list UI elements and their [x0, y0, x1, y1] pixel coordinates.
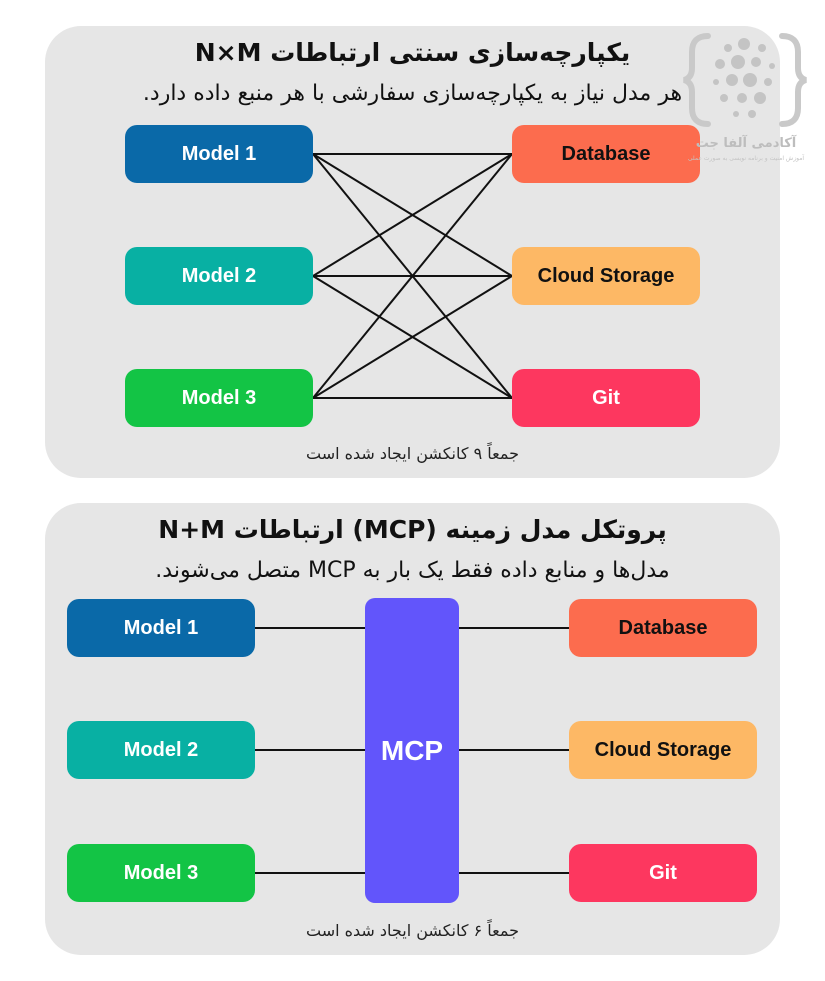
mcp-model-1: Model 1 — [67, 599, 255, 657]
nxm-footer: جمعاً ۹ کانکشن ایجاد شده است — [306, 444, 519, 463]
nxm-model-1: Model 1 — [125, 125, 313, 183]
academy-tagline: آموزش امنیت و برنامه نویسی به صورت عملی — [687, 155, 805, 162]
mcp-model-2: Model 2 — [67, 721, 255, 779]
nxm-cloud-storage: Cloud Storage — [512, 247, 700, 305]
nxm-database: Database — [512, 125, 700, 183]
mcp-hub: MCP — [365, 598, 459, 903]
academy-name: آکادمی آلفا جت — [695, 136, 797, 151]
mcp-cloud-storage: Cloud Storage — [569, 721, 757, 779]
mcp-git: Git — [569, 844, 757, 902]
mcp-footer: جمعاً ۶ کانکشن ایجاد شده است — [306, 921, 519, 940]
nxm-subtitle: هر مدل نیاز به یکپارچه‌سازی سفارشی با هر منبع داده دارد. — [142, 81, 683, 106]
mcp-model-3: Model 3 — [67, 844, 255, 902]
nxm-title: یکپارچه‌سازی سنتی ارتباطات N×M — [194, 38, 631, 67]
nxm-git: Git — [512, 369, 700, 427]
mcp-title: پروتکل مدل زمینه (MCP) ارتباطات N+M — [158, 515, 667, 544]
nxm-connections — [313, 154, 512, 398]
mcp-database: Database — [569, 599, 757, 657]
nxm-model-3: Model 3 — [125, 369, 313, 427]
mcp-subtitle: مدل‌ها و منابع داده فقط یک بار به MCP متصل می‌شوند. — [155, 558, 670, 583]
nxm-model-2: Model 2 — [125, 247, 313, 305]
